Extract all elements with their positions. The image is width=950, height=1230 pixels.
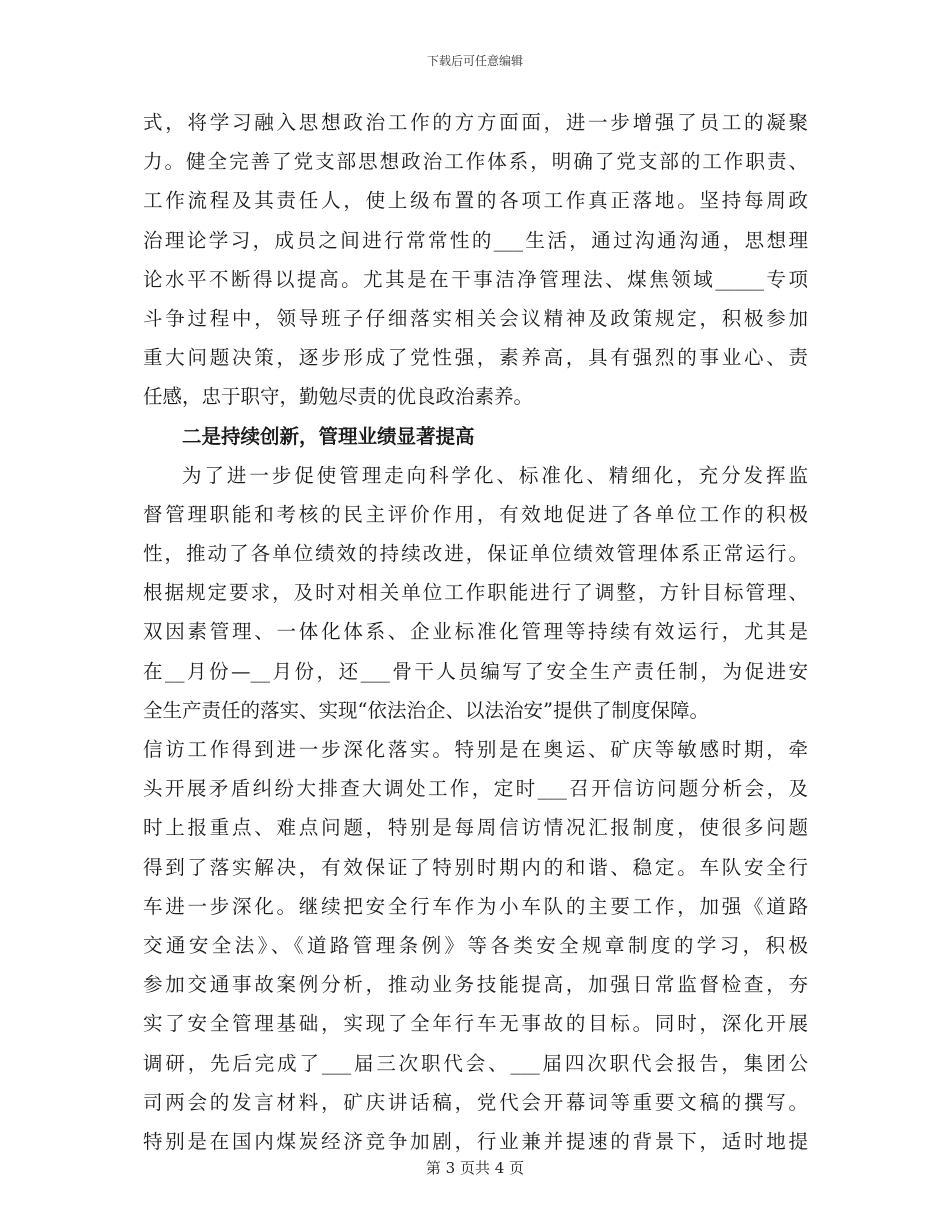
paragraph-line: 交通安全法》、《道路管理条例》等各类安全规章制度的学习，积极 (143, 933, 808, 957)
paragraph-line: 力。健全完善了党支部思想政治工作体系，明确了党支部的工作职责、 (143, 150, 808, 174)
paragraph-line: 任感，忠于职守，勤勉尽责的优良政治素养。 (143, 385, 534, 409)
paragraph-line: 式，将学习融入思想政治工作的方方面面，进一步增强了员工的凝聚 (143, 111, 808, 134)
paragraph-line: 根据规定要求，及时对相关单位工作职能进行了调整，方针目标管理、 (143, 581, 808, 605)
paragraph-line: 实了安全管理基础，实现了全年行车无事故的目标。同时，深化开展 (143, 1012, 808, 1036)
paragraph-line: 为了进一步促使管理走向科学化、标准化、精细化，充分发挥监 (182, 463, 808, 487)
page-header: 下载后可任意编辑 (426, 54, 523, 68)
paragraph-line: 工作流程及其责任人，使上级布置的各项工作真正落地。坚持每周政 (143, 189, 808, 213)
paragraph-line: 性，推动了各单位绩效的持续改进，保证单位绩效管理体系正常运行。 (143, 542, 808, 566)
paragraph-line: 司两会的发言材料，矿庆讲话稿，党代会开幕词等重要文稿的撰写。 (143, 1090, 808, 1114)
paragraph-line: 双因素管理、一体化体系、企业标准化管理等持续有效运行，尤其是 (143, 620, 808, 644)
paragraph-line: 头开展矛盾纠纷大排查大调处工作，定时___召开信访问题分析会，及 (143, 777, 808, 801)
paragraph-line: 督管理职能和考核的民主评价作用，有效地促进了各单位工作的积极 (143, 502, 808, 526)
page-number-footer: 第 3 页共 4 页 (425, 1159, 525, 1177)
paragraph-line: 斗争过程中，领导班子仔细落实相关会议精神及政策规定，积极参加 (143, 306, 808, 330)
paragraph-line: 信访工作得到进一步深化落实。特别是在奥运、矿庆等敏感时期，牵 (143, 738, 808, 761)
paragraph-line: 特别是在国内煤炭经济竞争加剧，行业兼并提速的背景下，适时地提 (143, 1129, 808, 1153)
paragraph-line: 治理论学习，成员之间进行常常性的___生活，通过沟通沟通，思想理 (143, 228, 808, 252)
paragraph-line: 参加交通事故案例分析，推动业务技能提高，加强日常监督检查，夯 (143, 973, 808, 997)
paragraph-line: 重大问题决策，逐步形成了党性强，素养高，具有强烈的事业心、责 (143, 346, 808, 370)
section-heading: 二是持续创新，管理业绩显著提高 (182, 424, 475, 448)
paragraph-line: 调研，先后完成了___届三次职代会、___届四次职代会报告，集团公 (143, 1051, 808, 1075)
document-body (143, 103, 808, 1161)
paragraph-line: 论水平不断得以提高。尤其是在干事洁净管理法、煤焦领域_____专项 (143, 267, 808, 291)
paragraph-line: 全生产责任的落实、实现“依法治企、以法治安”提供了制度保障。 (143, 698, 709, 722)
paragraph-line: 得到了落实解决，有效保证了特别时期内的和谐、稳定。车队安全行 (143, 855, 808, 879)
paragraph-line: 在__月份—__月份，还___骨干人员编写了安全生产责任制，为促进安 (143, 659, 808, 683)
paragraph-line: 时上报重点、难点问题，特别是每周信访情况汇报制度，使很多问题 (143, 816, 808, 840)
paragraph-line: 车进一步深化。继续把安全行车作为小车队的主要工作，加强《道路 (143, 894, 808, 918)
